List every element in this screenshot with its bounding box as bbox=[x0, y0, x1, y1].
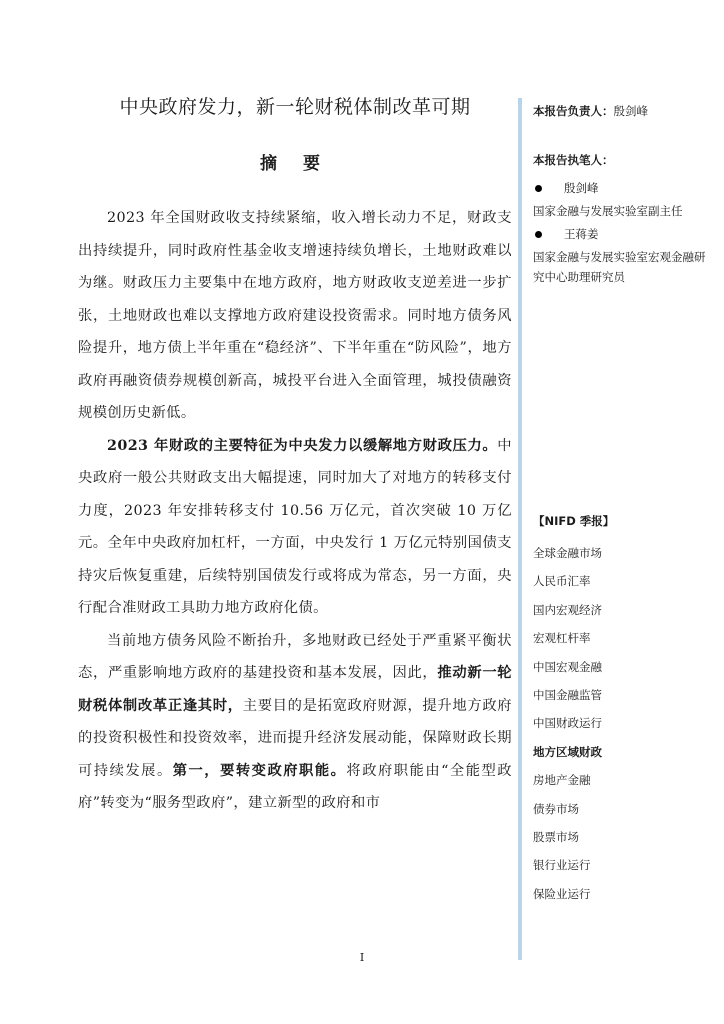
report-title: 中央政府发力，新一轮财税体制改革可期 bbox=[119, 96, 471, 118]
page-number: I bbox=[359, 951, 365, 964]
paragraph-2-lead: 2023 年财政的主要特征为中央发力以缓解地方财政压力。 bbox=[107, 437, 498, 454]
author-name: 殷剑峰 bbox=[564, 181, 599, 195]
nifd-item-bond-market[interactable]: 债券市场 bbox=[533, 801, 579, 816]
paragraph-3-text-c: 将政府职能由“全能型政府”转变为“服务型政府”，建立新型的政府和市 bbox=[78, 762, 512, 811]
authors-label: 本报告执笔人： bbox=[533, 153, 614, 167]
nifd-report-list bbox=[533, 539, 713, 908]
responsible-person bbox=[533, 101, 713, 121]
nifd-item-macro-leverage[interactable]: 宏观杠杆率 bbox=[533, 631, 591, 646]
author-entry bbox=[533, 224, 713, 244]
paragraph-3-text-a: 当前地方债务风险不断抬升，多地财政已经处于严重紧平衡状态，严重影响地方政府的基建投资和基本发展，因此， bbox=[78, 632, 512, 681]
abstract-paragraph-2 bbox=[78, 430, 512, 625]
sidebar-divider bbox=[518, 98, 522, 960]
report-sidebar bbox=[533, 98, 713, 901]
bullet-icon bbox=[535, 231, 542, 238]
paragraph-2-text: 中央政府一般公共财政支出大幅提速，同时加大了对地方的转移支付力度，2023 年安排转移支付 10.56 万亿元，首次突破 10 万亿元。全年中央政府加杠杆，一方面，中央发行 1 万亿元特别国债支持灾后恢复重建，后续特别国债发行或将成为常态，另一方面，央行配合准财政工具助力地方政府化债。 bbox=[78, 437, 512, 616]
nifd-item-financial-regulation[interactable]: 中国金融监管 bbox=[533, 687, 602, 702]
nifd-item-china-macro-finance[interactable]: 中国宏观金融 bbox=[533, 659, 602, 674]
responsible-name: 殷剑峰 bbox=[613, 104, 648, 118]
paragraph-3-text-b: 主要目的是拓宽政府财源，提升地方政府的投资积极性和投资效率，进而提升经济发展动能，保障财政长期可持续发展。 bbox=[78, 697, 513, 779]
nifd-item-fiscal-operation[interactable]: 中国财政运行 bbox=[533, 716, 602, 731]
responsible-label: 本报告负责人： bbox=[533, 104, 614, 118]
abstract-paragraph-1 bbox=[78, 202, 512, 430]
paragraph-3-bold-a: 推动新一轮财税体制改革正逢其时， bbox=[78, 665, 513, 714]
nifd-item-insurance[interactable]: 保险业运行 bbox=[533, 886, 591, 901]
nifd-item-local-regional-finance[interactable]: 地方区域财政 bbox=[533, 744, 602, 759]
nifd-quarterly-section bbox=[533, 511, 713, 908]
report-main-column bbox=[78, 92, 512, 820]
author-name: 王蒋姜 bbox=[564, 227, 599, 241]
nifd-item-real-estate-finance[interactable]: 房地产金融 bbox=[533, 773, 591, 788]
author-affiliation: 国家金融与发展实验室副主任 bbox=[533, 204, 683, 218]
author-affiliation: 国家金融与发展实验室宏观金融研究中心助理研究员 bbox=[533, 250, 706, 284]
author-entry bbox=[533, 178, 713, 198]
nifd-item-rmb-exchange-rate[interactable]: 人民币汇率 bbox=[533, 574, 591, 589]
bullet-icon bbox=[535, 185, 542, 192]
nifd-title: 【NIFD 季报】 bbox=[533, 514, 615, 528]
paragraph-1-text: 2023 年全国财政收支持续紧缩，收入增长动力不足，财政支出持续提升，同时政府性基金收支增速持续负增长，土地财政难以为继。财政压力主要集中在地方政府，地方财政收支逆差进一步扩张，土地财政也难以支撑地方政府建设投资需求。同时地方债务风险提升，地方债上半年重在“稳经济”、下半年重在“防风险”，地方政府再融资债券规模创新高，城投平台进入全面管理，城投债融资规模创历史新低。 bbox=[78, 210, 512, 421]
abstract-paragraph-3 bbox=[78, 625, 512, 820]
abstract-heading: 摘 要 bbox=[260, 154, 330, 174]
nifd-item-domestic-macro[interactable]: 国内宏观经济 bbox=[533, 602, 602, 617]
nifd-item-global-markets[interactable]: 全球金融市场 bbox=[533, 546, 602, 560]
nifd-item-stock-market[interactable]: 股票市场 bbox=[533, 829, 579, 844]
paragraph-3-bold-b: 第一，要转变政府职能。 bbox=[172, 762, 347, 779]
nifd-item-banking[interactable]: 银行业运行 bbox=[533, 858, 591, 873]
authors-section bbox=[533, 150, 713, 287]
